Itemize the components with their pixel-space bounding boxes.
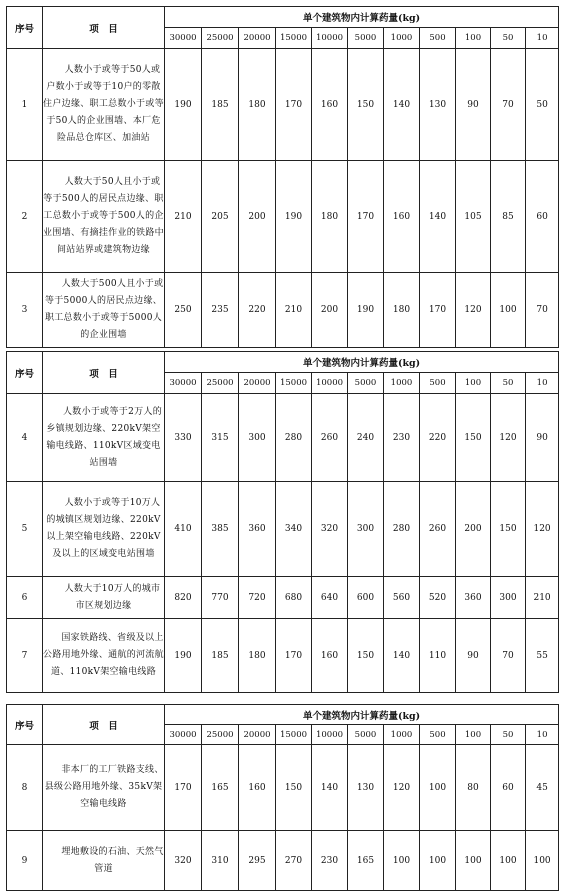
header-item-label: 项 目: [43, 352, 165, 394]
value-cell: 235: [202, 273, 239, 348]
value-cell: 100: [456, 831, 491, 891]
value-cell: 200: [239, 161, 276, 273]
header-quantity-cell: 25000: [202, 28, 239, 49]
value-cell: 45: [526, 745, 559, 831]
header-quantity-label: 单个建筑物内计算药量(kg): [165, 352, 559, 373]
row-seq: 3: [7, 273, 43, 348]
value-cell: 170: [420, 273, 456, 348]
header-quantity-label: 单个建筑物内计算药量(kg): [165, 705, 559, 725]
value-cell: 410: [165, 482, 202, 577]
row-item-text: 人数大于500人且小于或等于5000人的居民点边缘、职工总数小于或等于5000人的企业围墙: [44, 279, 164, 340]
header-seq-label: 序号: [7, 7, 43, 49]
header-quantity-cell: 1000: [384, 373, 420, 394]
row-item: [43, 273, 165, 348]
value-cell: 210: [276, 273, 312, 348]
value-cell: 140: [420, 161, 456, 273]
value-cell: 120: [456, 273, 491, 348]
value-cell: 310: [202, 831, 239, 891]
distance-table-2: [6, 351, 559, 693]
value-cell: 160: [384, 161, 420, 273]
header-quantity-cell: 5000: [348, 725, 384, 745]
value-cell: 280: [276, 394, 312, 482]
header-quantity-label: 单个建筑物内计算药量(kg): [165, 7, 559, 28]
value-cell: 100: [491, 831, 526, 891]
row-item-text: 人数大于50人且小于或等于500人的居民点边缘、职工总数小于或等于500人的企业围墙、有摘挂作业的铁路中间站站界或建筑物边缘: [43, 177, 164, 255]
header-quantity-cell: 15000: [276, 28, 312, 49]
row-seq: 4: [7, 394, 43, 482]
value-cell: 770: [202, 577, 239, 619]
value-cell: 70: [491, 619, 526, 693]
row-seq: 6: [7, 577, 43, 619]
header-quantity-cell: 10000: [312, 725, 348, 745]
header-quantity-cell: 20000: [239, 373, 276, 394]
value-cell: 120: [491, 394, 526, 482]
value-cell: 330: [165, 394, 202, 482]
header-quantity-cell: 30000: [165, 373, 202, 394]
value-cell: 320: [165, 831, 202, 891]
value-cell: 185: [202, 619, 239, 693]
table-row: [7, 394, 559, 482]
row-item: [43, 49, 165, 161]
value-cell: 180: [239, 619, 276, 693]
row-seq: 1: [7, 49, 43, 161]
value-cell: 205: [202, 161, 239, 273]
header-quantity-cell: 10: [526, 725, 559, 745]
row-item-text: 人数小于或等于10万人的城镇区规划边缘、220kV以上架空输电线路、220kV及以上的区域变电站围墙: [46, 498, 161, 559]
header-quantity-cell: 30000: [165, 28, 202, 49]
value-cell: 120: [526, 482, 559, 577]
row-seq: 8: [7, 745, 43, 831]
value-cell: 50: [526, 49, 559, 161]
value-cell: 110: [420, 619, 456, 693]
value-cell: 315: [202, 394, 239, 482]
value-cell: 190: [276, 161, 312, 273]
header-quantity-cell: 10: [526, 28, 559, 49]
value-cell: 80: [456, 745, 491, 831]
value-cell: 210: [526, 577, 559, 619]
value-cell: 150: [276, 745, 312, 831]
value-cell: 600: [348, 577, 384, 619]
value-cell: 520: [420, 577, 456, 619]
value-cell: 70: [491, 49, 526, 161]
value-cell: 165: [348, 831, 384, 891]
value-cell: 210: [165, 161, 202, 273]
value-cell: 300: [491, 577, 526, 619]
value-cell: 270: [276, 831, 312, 891]
value-cell: 190: [165, 619, 202, 693]
value-cell: 200: [312, 273, 348, 348]
value-cell: 720: [239, 577, 276, 619]
header-quantity-cell: 50: [491, 28, 526, 49]
value-cell: 140: [384, 619, 420, 693]
table-row: [7, 831, 559, 891]
value-cell: 130: [420, 49, 456, 161]
value-cell: 60: [526, 161, 559, 273]
value-cell: 220: [420, 394, 456, 482]
value-cell: 640: [312, 577, 348, 619]
row-item-text: 国家铁路线、省级及以上公路用地外缘、通航的河流航道、110kV架空输电线路: [43, 633, 164, 677]
header-quantity-cell: 5000: [348, 28, 384, 49]
header-quantity-cell: 5000: [348, 373, 384, 394]
value-cell: 180: [312, 161, 348, 273]
value-cell: 820: [165, 577, 202, 619]
table-row: [7, 161, 559, 273]
value-cell: 140: [312, 745, 348, 831]
table-row: [7, 745, 559, 831]
header-quantity-cell: 500: [420, 725, 456, 745]
value-cell: 105: [456, 161, 491, 273]
row-item: [43, 482, 165, 577]
row-item-text: 埋地敷设的石油、天然气管道: [61, 846, 164, 874]
header-quantity-cell: 50: [491, 725, 526, 745]
header-item-label: 项 目: [43, 7, 165, 49]
value-cell: 230: [384, 394, 420, 482]
header-quantity-cell: 500: [420, 28, 456, 49]
value-cell: 250: [165, 273, 202, 348]
value-cell: 90: [456, 49, 491, 161]
value-cell: 90: [456, 619, 491, 693]
value-cell: 560: [384, 577, 420, 619]
value-cell: 190: [348, 273, 384, 348]
value-cell: 165: [202, 745, 239, 831]
header-quantity-cell: 20000: [239, 28, 276, 49]
value-cell: 160: [312, 619, 348, 693]
value-cell: 360: [456, 577, 491, 619]
value-cell: 220: [239, 273, 276, 348]
value-cell: 260: [312, 394, 348, 482]
value-cell: 100: [491, 273, 526, 348]
value-cell: 120: [384, 745, 420, 831]
row-item-text: 非本厂的工厂铁路支线、县级公路用地外缘、35kV架空输电线路: [44, 765, 164, 809]
header-quantity-cell: 30000: [165, 725, 202, 745]
value-cell: 180: [384, 273, 420, 348]
header-item-label: 项 目: [43, 705, 165, 745]
value-cell: 160: [312, 49, 348, 161]
row-seq: 9: [7, 831, 43, 891]
table-row: [7, 577, 559, 619]
header-quantity-cell: 25000: [202, 725, 239, 745]
value-cell: 340: [276, 482, 312, 577]
header-seq-label: 序号: [7, 705, 43, 745]
value-cell: 300: [348, 482, 384, 577]
value-cell: 300: [239, 394, 276, 482]
value-cell: 150: [491, 482, 526, 577]
row-item: [43, 831, 165, 891]
distance-table-1: [6, 6, 559, 348]
value-cell: 230: [312, 831, 348, 891]
value-cell: 160: [239, 745, 276, 831]
value-cell: 180: [239, 49, 276, 161]
header-quantity-cell: 1000: [384, 28, 420, 49]
header-quantity-cell: 100: [456, 725, 491, 745]
header-quantity-cell: 50: [491, 373, 526, 394]
value-cell: 260: [420, 482, 456, 577]
value-cell: 100: [384, 831, 420, 891]
value-cell: 190: [165, 49, 202, 161]
value-cell: 170: [276, 49, 312, 161]
value-cell: 680: [276, 577, 312, 619]
header-quantity-cell: 100: [456, 28, 491, 49]
row-seq: 2: [7, 161, 43, 273]
value-cell: 90: [526, 394, 559, 482]
row-item: [43, 577, 165, 619]
header-quantity-cell: 100: [456, 373, 491, 394]
table-row: [7, 273, 559, 348]
value-cell: 280: [384, 482, 420, 577]
header-quantity-cell: 1000: [384, 725, 420, 745]
row-item: [43, 394, 165, 482]
row-item: [43, 619, 165, 693]
row-seq: 7: [7, 619, 43, 693]
table-row: [7, 49, 559, 161]
table-row: [7, 482, 559, 577]
value-cell: 320: [312, 482, 348, 577]
distance-table-3: [6, 704, 559, 891]
header-quantity-cell: 10000: [312, 373, 348, 394]
value-cell: 85: [491, 161, 526, 273]
row-item-text: 人数大于10万人的城市市区规划边缘: [64, 583, 161, 611]
row-item: [43, 161, 165, 273]
value-cell: 150: [456, 394, 491, 482]
value-cell: 360: [239, 482, 276, 577]
value-cell: 60: [491, 745, 526, 831]
value-cell: 240: [348, 394, 384, 482]
row-seq: 5: [7, 482, 43, 577]
row-item-text: 人数小于或等于50人或户数小于或等于10户的零散住户边缘、职工总数小于或等于50人的企业围墙、本厂危险品总仓库区、加油站: [43, 65, 164, 143]
header-quantity-cell: 20000: [239, 725, 276, 745]
value-cell: 130: [348, 745, 384, 831]
value-cell: 200: [456, 482, 491, 577]
value-cell: 170: [276, 619, 312, 693]
header-quantity-cell: 10: [526, 373, 559, 394]
value-cell: 100: [420, 745, 456, 831]
header-quantity-cell: 25000: [202, 373, 239, 394]
value-cell: 170: [165, 745, 202, 831]
header-quantity-cell: 10000: [312, 28, 348, 49]
table-row: [7, 619, 559, 693]
value-cell: 385: [202, 482, 239, 577]
header-seq-label: 序号: [7, 352, 43, 394]
row-item-text: 人数小于或等于2万人的乡镇规划边缘、220kV架空输电线路、110kV区域变电站围墙: [46, 406, 163, 468]
header-quantity-cell: 500: [420, 373, 456, 394]
value-cell: 185: [202, 49, 239, 161]
value-cell: 150: [348, 619, 384, 693]
value-cell: 140: [384, 49, 420, 161]
row-item: [43, 745, 165, 831]
value-cell: 295: [239, 831, 276, 891]
header-quantity-cell: 15000: [276, 373, 312, 394]
value-cell: 150: [348, 49, 384, 161]
value-cell: 100: [420, 831, 456, 891]
value-cell: 170: [348, 161, 384, 273]
value-cell: 70: [526, 273, 559, 348]
value-cell: 55: [526, 619, 559, 693]
value-cell: 100: [526, 831, 559, 891]
header-quantity-cell: 15000: [276, 725, 312, 745]
